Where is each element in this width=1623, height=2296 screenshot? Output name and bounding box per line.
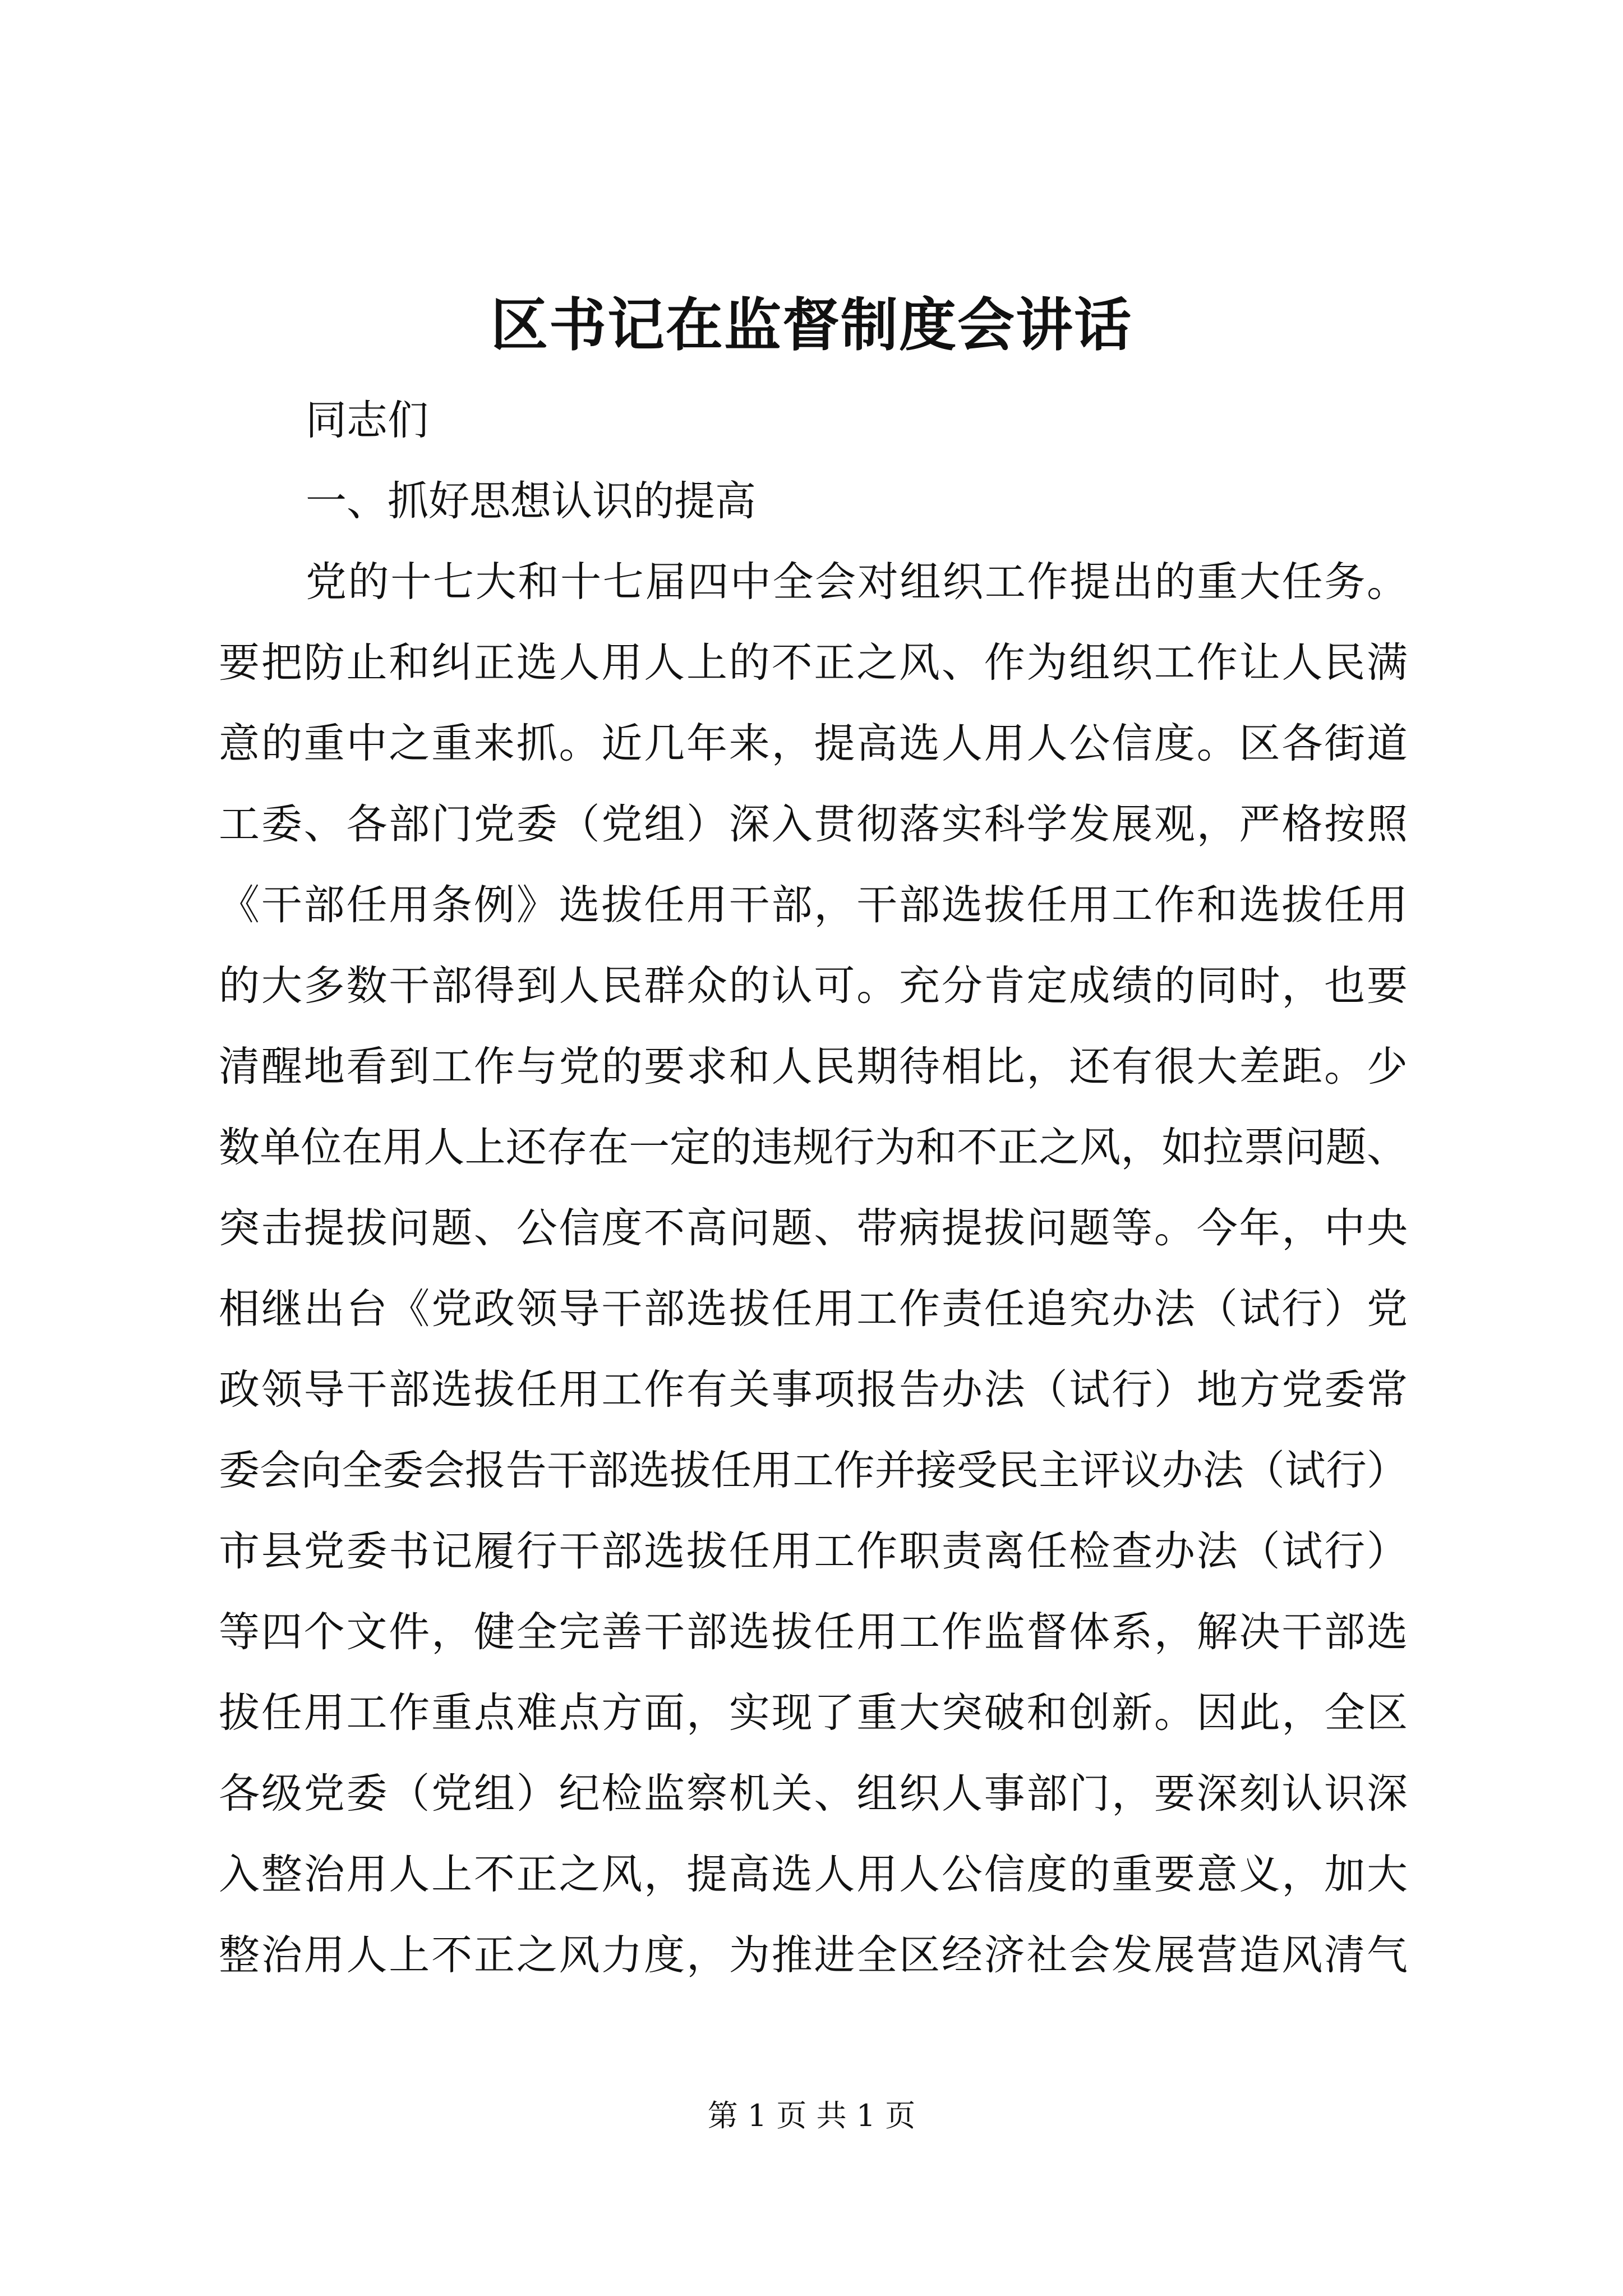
paragraph-line: 拔任用工作重点难点方面，实现了重大突破和创新。因此，全区 (219, 1689, 1408, 1737)
paragraph-line: 的大多数干部得到人民群众的认可。充分肯定成绩的同时，也要 (219, 962, 1408, 1010)
paragraph-line: 数单位在用人上还存在一定的违规行为和不正之风，如拉票问题、 (219, 1124, 1408, 1171)
paragraph-line: 等四个文件，健全完善干部选拔任用工作监督体系，解决干部选 (219, 1608, 1408, 1656)
page-number-footer: 第 1 页 共 1 页 (707, 2098, 916, 2133)
document-title: 区书记在监督制度会讲话 (491, 292, 1132, 359)
section-heading: 一、抓好思想认识的提高 (306, 477, 756, 525)
paragraph-line: 市县党委书记履行干部选拔任用工作职责离任检查办法（试行） (219, 1527, 1408, 1575)
paragraph-line: 政领导干部选拔任用工作有关事项报告办法（试行）地方党委常 (219, 1366, 1408, 1414)
paragraph-line: 工委、各部门党委（党组）深入贯彻落实科学发展观，严格按照 (219, 800, 1408, 848)
paragraph-line: 党的十七大和十七届四中全会对组织工作提出的重大任务。 (306, 558, 1408, 606)
paragraph-line: 各级党委（党组）纪检监察机关、组织人事部门，要深刻认识深 (219, 1770, 1408, 1818)
paragraph-line: 整治用人上不正之风力度，为推进全区经济社会发展营造风清气 (219, 1931, 1408, 1979)
paragraph-line: 要把防止和纠正选人用人上的不正之风、作为组织工作让人民满 (219, 639, 1408, 687)
paragraph-line: 突击提拔问题、公信度不高问题、带病提拔问题等。今年，中央 (219, 1204, 1408, 1252)
paragraph-line: 相继出台《党政领导干部选拔任用工作责任追究办法（试行）党 (219, 1285, 1408, 1333)
paragraph-line: 《干部任用条例》选拔任用干部，干部选拔任用工作和选拔任用 (219, 881, 1408, 929)
paragraph-line: 意的重中之重来抓。近几年来，提高选人用人公信度。区各街道 (219, 720, 1408, 767)
salutation: 同志们 (306, 397, 428, 444)
paragraph-line: 入整治用人上不正之风，提高选人用人公信度的重要意义，加大 (219, 1851, 1408, 1898)
paragraph-line: 清醒地看到工作与党的要求和人民期待相比，还有很大差距。少 (219, 1043, 1408, 1091)
paragraph-line: 委会向全委会报告干部选拔任用工作并接受民主评议办法（试行） (219, 1447, 1408, 1494)
